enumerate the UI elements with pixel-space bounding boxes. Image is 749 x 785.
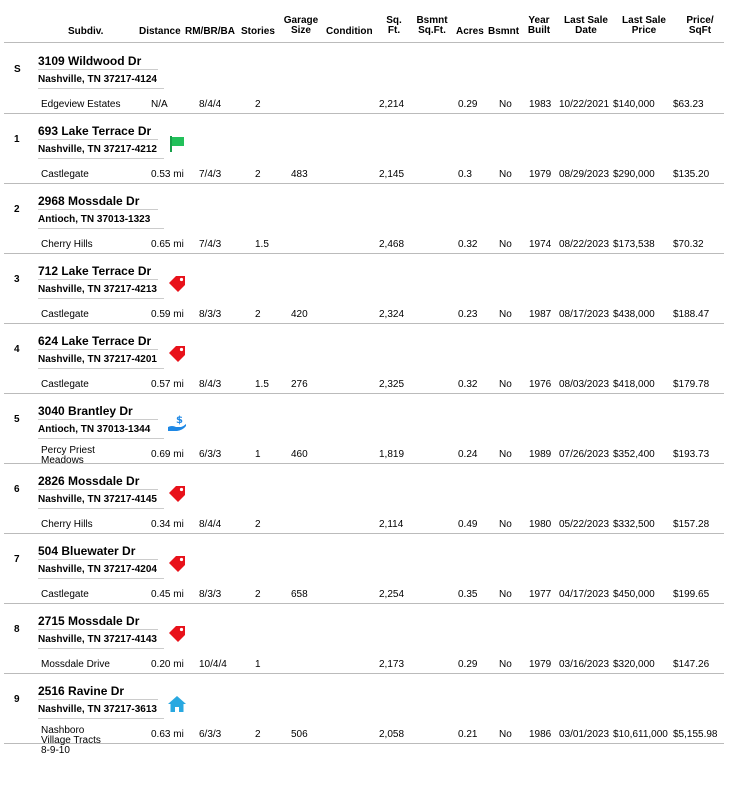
svg-text:$: $ <box>176 415 183 426</box>
last-sale-price: $352,400 <box>613 449 655 460</box>
subdivision: Castlegate <box>41 589 89 600</box>
header-price-sqft: Price/ SqFt <box>686 15 714 36</box>
street-underline <box>38 139 158 140</box>
subdivision: Percy Priest Meadows <box>41 445 95 466</box>
last-sale-date: 07/26/2023 <box>559 449 610 460</box>
city-state-zip[interactable]: Nashville, TN 37217-3613 <box>38 704 157 715</box>
city-state-zip[interactable]: Nashville, TN 37217-4201 <box>38 354 157 365</box>
stories: 1.5 <box>255 239 269 250</box>
distance: 0.63 mi <box>151 729 184 740</box>
sqft: 2,145 <box>379 169 405 180</box>
street-address[interactable]: 693 Lake Terrace Dr <box>38 124 152 138</box>
header-year-built: Year Built <box>527 15 551 36</box>
price-tag-icon <box>167 274 187 294</box>
sqft: 2,173 <box>379 659 405 670</box>
price-per-sqft: $179.78 <box>673 379 710 390</box>
basement: No <box>499 239 512 250</box>
city-state-zip[interactable]: Nashville, TN 37217-4124 <box>38 74 157 85</box>
subdivision: Castlegate <box>41 169 89 180</box>
city-state-zip[interactable]: Antioch, TN 37013-1323 <box>38 214 151 225</box>
distance: 0.59 mi <box>151 309 184 320</box>
basement: No <box>499 519 512 530</box>
price-per-sqft: $135.20 <box>673 169 710 180</box>
city-state-zip[interactable]: Nashville, TN 37217-4204 <box>38 564 157 575</box>
table-row <box>4 254 724 324</box>
city-state-zip[interactable]: Nashville, TN 37217-4143 <box>38 634 157 645</box>
city-underline <box>38 438 164 439</box>
last-sale-price: $450,000 <box>613 589 655 600</box>
header-sqft: Sq. Ft. <box>386 15 402 36</box>
street-address[interactable]: 2715 Mossdale Dr <box>38 614 140 628</box>
sqft: 2,325 <box>379 379 405 390</box>
row-index: 3 <box>14 274 20 285</box>
header-last-sale-price: Last Sale Price <box>622 15 666 36</box>
year-built: 1977 <box>529 589 552 600</box>
subdivision: Cherry Hills <box>41 239 93 250</box>
street-underline <box>38 209 158 210</box>
basement: No <box>499 379 512 390</box>
row-index: 5 <box>14 414 20 425</box>
basement: No <box>499 99 512 110</box>
rm-br-ba: 8/4/3 <box>199 379 222 390</box>
street-underline <box>38 69 158 70</box>
street-underline <box>38 419 158 420</box>
subdivision: Castlegate <box>41 379 89 390</box>
price-per-sqft: $70.32 <box>673 239 704 250</box>
last-sale-date: 03/01/2023 <box>559 729 610 740</box>
city-state-zip[interactable]: Antioch, TN 37013-1344 <box>38 424 151 435</box>
table-row <box>4 324 724 394</box>
row-index: 6 <box>14 484 20 495</box>
header-last-sale-date: Last Sale Date <box>564 15 608 36</box>
last-sale-date: 08/03/2023 <box>559 379 610 390</box>
street-underline <box>38 629 158 630</box>
price-per-sqft: $5,155.98 <box>673 729 718 740</box>
street-underline <box>38 279 158 280</box>
last-sale-date: 08/17/2023 <box>559 309 610 320</box>
distance: 0.20 mi <box>151 659 184 670</box>
rm-br-ba: 6/3/3 <box>199 449 222 460</box>
last-sale-price: $140,000 <box>613 99 655 110</box>
city-underline <box>38 718 164 719</box>
subdivision: Castlegate <box>41 309 89 320</box>
last-sale-price: $418,000 <box>613 379 655 390</box>
money-hand-icon <box>167 414 187 434</box>
city-underline <box>38 298 164 299</box>
rm-br-ba: 7/4/3 <box>199 239 222 250</box>
acres: 0.24 <box>458 449 478 460</box>
garage-size: 276 <box>291 379 308 390</box>
rm-br-ba: 6/3/3 <box>199 729 222 740</box>
stories: 2 <box>255 729 261 740</box>
sqft: 2,214 <box>379 99 405 110</box>
row-index: 2 <box>14 204 20 215</box>
street-address[interactable]: 712 Lake Terrace Dr <box>38 264 152 278</box>
last-sale-date: 10/22/2021 <box>559 99 610 110</box>
stories: 2 <box>255 589 261 600</box>
header-acres: Acres <box>456 26 484 37</box>
stories: 2 <box>255 99 261 110</box>
last-sale-price: $320,000 <box>613 659 655 670</box>
last-sale-date: 04/17/2023 <box>559 589 610 600</box>
garage-size: 506 <box>291 729 308 740</box>
city-underline <box>38 158 164 159</box>
rm-br-ba: 8/3/3 <box>199 309 222 320</box>
table-row <box>4 674 724 756</box>
header-distance: Distance <box>139 26 181 37</box>
last-sale-date: 08/22/2023 <box>559 239 610 250</box>
table-row <box>4 394 724 464</box>
price-tag-icon <box>167 624 187 644</box>
distance: 0.57 mi <box>151 379 184 390</box>
year-built: 1974 <box>529 239 552 250</box>
acres: 0.32 <box>458 379 478 390</box>
city-underline <box>38 648 164 649</box>
city-underline <box>38 508 164 509</box>
table-row <box>4 464 724 534</box>
header-stories: Stories <box>241 26 275 37</box>
price-per-sqft: $63.23 <box>673 99 704 110</box>
price-tag-icon <box>167 344 187 364</box>
stories: 2 <box>255 309 261 320</box>
distance: 0.45 mi <box>151 589 184 600</box>
basement: No <box>499 589 512 600</box>
rm-br-ba: 7/4/3 <box>199 169 222 180</box>
flag-icon <box>167 134 187 154</box>
street-address[interactable]: 624 Lake Terrace Dr <box>38 334 152 348</box>
row-index: 1 <box>14 134 20 145</box>
city-underline <box>38 228 164 229</box>
sqft: 2,114 <box>379 519 404 530</box>
header-divider <box>4 42 724 43</box>
year-built: 1979 <box>529 169 552 180</box>
price-per-sqft: $157.28 <box>673 519 710 530</box>
distance: 0.34 mi <box>151 519 184 530</box>
basement: No <box>499 449 512 460</box>
street-address[interactable]: 504 Bluewater Dr <box>38 544 136 558</box>
year-built: 1989 <box>529 449 552 460</box>
street-address[interactable]: 2826 Mossdale Dr <box>38 474 140 488</box>
last-sale-date: 05/22/2023 <box>559 519 610 530</box>
street-address[interactable]: 2516 Ravine Dr <box>38 684 125 698</box>
table-header <box>0 0 749 44</box>
subdivision: Nashboro Village Tracts 8-9-10 <box>41 725 101 756</box>
distance: 0.69 mi <box>151 449 184 460</box>
stories: 1 <box>255 449 261 460</box>
year-built: 1980 <box>529 519 552 530</box>
garage-size: 483 <box>291 169 308 180</box>
basement: No <box>499 169 512 180</box>
street-underline <box>38 489 158 490</box>
year-built: 1986 <box>529 729 552 740</box>
city-state-zip[interactable]: Nashville, TN 37217-4213 <box>38 284 157 295</box>
year-built: 1979 <box>529 659 552 670</box>
row-index: 7 <box>14 554 20 565</box>
city-state-zip[interactable]: Nashville, TN 37217-4145 <box>38 494 157 505</box>
sqft: 2,468 <box>379 239 405 250</box>
header-bsmnt-sqft: Bsmnt Sq.Ft. <box>416 15 448 36</box>
basement: No <box>499 309 512 320</box>
row-index: S <box>14 64 21 75</box>
garage-size: 420 <box>291 309 308 320</box>
acres: 0.21 <box>458 729 478 740</box>
basement: No <box>499 659 512 670</box>
header-garage-size: Garage Size <box>283 15 319 36</box>
last-sale-price: $173,538 <box>613 239 655 250</box>
distance: 0.65 mi <box>151 239 184 250</box>
street-address[interactable]: 2968 Mossdale Dr <box>38 194 140 208</box>
acres: 0.23 <box>458 309 478 320</box>
header-condition: Condition <box>326 26 373 37</box>
subdivision: Edgeview Estates <box>41 99 121 110</box>
street-address[interactable]: 3040 Brantley Dr <box>38 404 133 418</box>
acres: 0.29 <box>458 659 478 670</box>
sqft: 2,058 <box>379 729 405 740</box>
rm-br-ba: 10/4/4 <box>199 659 227 670</box>
last-sale-date: 08/29/2023 <box>559 169 610 180</box>
stories: 1.5 <box>255 379 269 390</box>
acres: 0.29 <box>458 99 478 110</box>
header-bsmnt: Bsmnt <box>488 26 520 37</box>
row-index: 8 <box>14 624 20 635</box>
distance: 0.53 mi <box>151 169 184 180</box>
street-address[interactable]: 3109 Wildwood Dr <box>38 54 142 68</box>
price-tag-icon <box>167 554 187 574</box>
header-subdiv: Subdiv. <box>68 26 104 37</box>
basement: No <box>499 729 512 740</box>
price-per-sqft: $147.26 <box>673 659 710 670</box>
garage-size: 460 <box>291 449 308 460</box>
last-sale-price: $438,000 <box>613 309 655 320</box>
table-row <box>4 44 724 114</box>
subdivision: Cherry Hills <box>41 519 93 530</box>
last-sale-price: $290,000 <box>613 169 655 180</box>
street-underline <box>38 349 158 350</box>
header-rmbrba: RM/BR/BA <box>185 26 235 37</box>
last-sale-price: $332,500 <box>613 519 655 530</box>
house-icon <box>167 694 187 714</box>
last-sale-price: $10,611,000 <box>613 729 668 740</box>
garage-size: 658 <box>291 589 308 600</box>
table-row <box>4 604 724 674</box>
acres: 0.32 <box>458 239 478 250</box>
price-per-sqft: $193.73 <box>673 449 710 460</box>
stories: 1 <box>255 659 261 670</box>
year-built: 1976 <box>529 379 552 390</box>
price-per-sqft: $199.65 <box>673 589 710 600</box>
row-index: 9 <box>14 694 20 705</box>
table-row <box>4 534 724 604</box>
price-tag-icon <box>167 484 187 504</box>
table-row <box>4 114 724 184</box>
city-underline <box>38 368 164 369</box>
year-built: 1983 <box>529 99 552 110</box>
city-underline <box>38 578 164 579</box>
rm-br-ba: 8/4/4 <box>199 519 222 530</box>
street-underline <box>38 559 158 560</box>
table-row <box>4 184 724 254</box>
rm-br-ba: 8/4/4 <box>199 99 222 110</box>
stories: 2 <box>255 169 261 180</box>
street-underline <box>38 699 158 700</box>
acres: 0.3 <box>458 169 472 180</box>
city-underline <box>38 88 164 89</box>
row-index: 4 <box>14 344 20 355</box>
price-per-sqft: $188.47 <box>673 309 710 320</box>
sqft: 1,819 <box>379 449 405 460</box>
year-built: 1987 <box>529 309 552 320</box>
sqft: 2,254 <box>379 589 405 600</box>
last-sale-date: 03/16/2023 <box>559 659 610 670</box>
subdivision: Mossdale Drive <box>41 659 110 670</box>
city-state-zip[interactable]: Nashville, TN 37217-4212 <box>38 144 157 155</box>
distance: N/A <box>151 99 168 110</box>
stories: 2 <box>255 519 261 530</box>
sqft: 2,324 <box>379 309 405 320</box>
acres: 0.49 <box>458 519 478 530</box>
rm-br-ba: 8/3/3 <box>199 589 222 600</box>
acres: 0.35 <box>458 589 478 600</box>
